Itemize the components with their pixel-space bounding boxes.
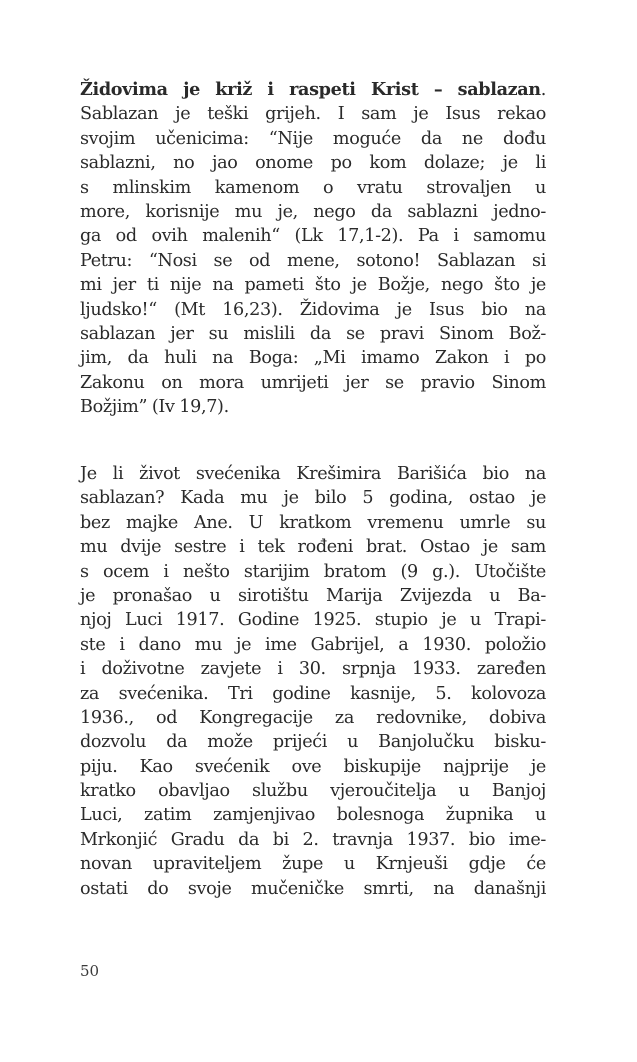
paragraph-line: Luci, zatim zamjenjivao bolesnoga župnika u — [80, 805, 546, 826]
paragraph-line: mu dvije sestre i tek rođeni brat. Ostao je sam — [80, 537, 546, 558]
paragraph-line: dozvolu da može prijeći u Banjolučku bisku- — [80, 732, 546, 753]
paragraph-line: Sablazan je teški grijeh. I sam je Isus rekao — [80, 104, 546, 125]
paragraph-line: njoj Luci 1917. Godine 1925. stupio je u Trapi- — [80, 610, 546, 631]
paragraph-line: 1936., od Kongregacije za redovnike, dobiva — [80, 707, 546, 728]
paragraph-line: kratko obavljao službu vjeroučitelja u Banjoj — [80, 781, 546, 802]
paragraph-line: Božjim” (Iv 19,7). — [80, 397, 229, 418]
paragraph-1 — [80, 78, 546, 419]
page-number: 50 — [80, 962, 100, 980]
paragraph-line: i doživotne zavjete i 30. srpnja 1933. zaređen — [80, 659, 546, 680]
bold-lead: Židovima je križ i raspeti Krist – sablazan — [80, 79, 541, 100]
paragraph-line: za svećenika. Tri godine kasnije, 5. kolovoza — [80, 683, 546, 704]
paragraph-line: bez majke Ane. U kratkom vremenu umrle su — [80, 512, 546, 533]
paragraph-line: ste i dano mu je ime Gabrijel, a 1930. položio — [80, 634, 546, 655]
paragraph-2 — [80, 462, 546, 901]
paragraph-line: novan upraviteljem župe u Krnjeuši gdje će — [80, 854, 546, 875]
paragraph-line: mi jer ti nije na pameti što je Božje, nego što je — [80, 275, 546, 296]
paragraph-line: s ocem i nešto starijim bratom (9 g.). Utočište — [80, 561, 546, 582]
paragraph-line: sablazni, no jao onome po kom dolaze; je li — [80, 153, 546, 174]
paragraph-line — [80, 78, 546, 102]
paragraph-line: jim, da huli na Boga: „Mi imamo Zakon i po — [80, 348, 546, 369]
paragraph-line: sablazan jer su mislili da se pravi Sinom Bož- — [80, 323, 546, 344]
paragraph-line: more, korisnije mu je, nego da sablazni jedno- — [80, 201, 546, 222]
paragraph-line: s mlinskim kamenom o vratu strovaljen u — [80, 177, 546, 198]
paragraph-line: ljudsko!“ (Mt 16,23). Židovima je Isus bio na — [80, 299, 546, 320]
paragraph-line: sablazan? Kada mu je bilo 5 godina, ostao je — [80, 488, 546, 509]
paragraph-line: Zakonu on mora umrijeti jer se pravio Sinom — [80, 372, 546, 393]
paragraph-line: piju. Kao svećenik ove biskupije najprije je — [80, 756, 546, 777]
paragraph-line: Petru: “Nosi se od mene, sotono! Sablazan si — [80, 250, 546, 271]
paragraph-line: Je li život svećenika Krešimira Barišića bio na — [80, 464, 546, 484]
paragraph-line: je pronašao u sirotištu Marija Zvijezda u Ba- — [80, 585, 546, 606]
paragraph-line: ga od ovih malenih“ (Lk 17,1-2). Pa i samomu — [80, 226, 546, 247]
paragraph-line: ostati do svoje mučeničke smrti, na današnji — [80, 878, 546, 899]
paragraph-line: svojim učenicima: “Nije moguće da ne dođu — [80, 128, 546, 149]
lead-period: . — [540, 80, 546, 100]
paragraph-line: Mrkonjić Gradu da bi 2. travnja 1937. bio ime- — [80, 829, 546, 850]
